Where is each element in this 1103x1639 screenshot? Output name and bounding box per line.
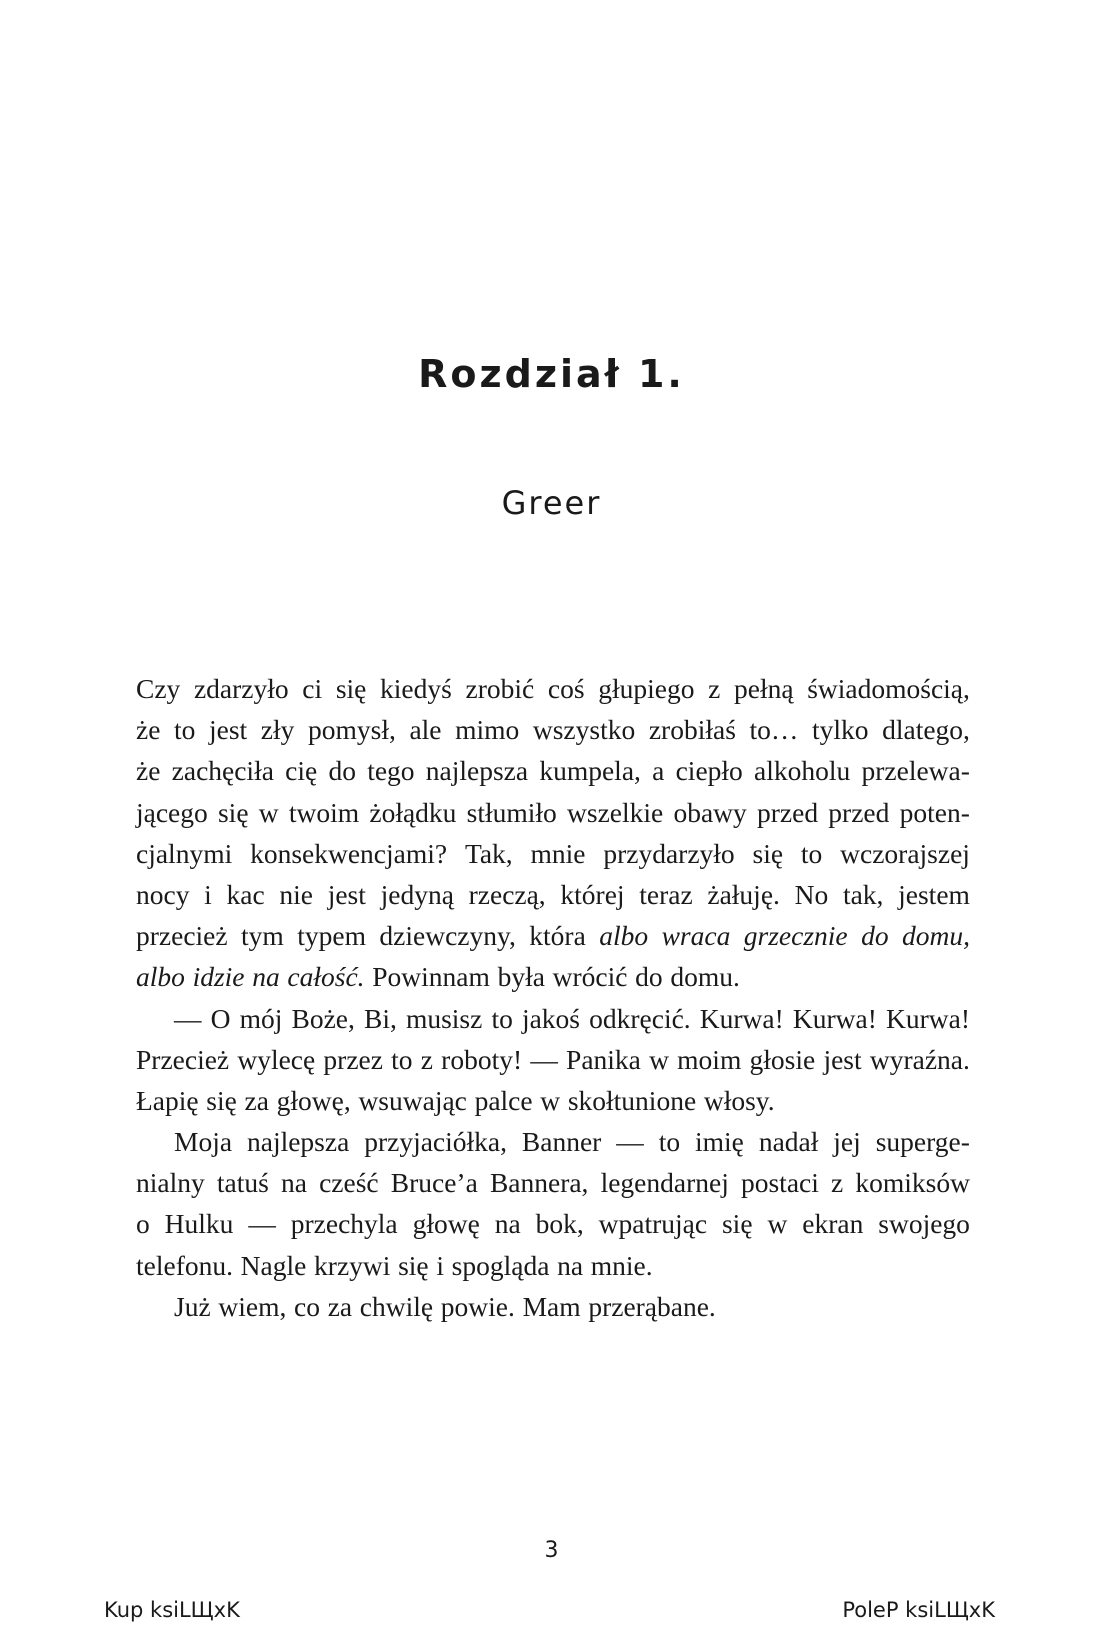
chapter-body-text [136, 668, 970, 1327]
text-line: że zachęciła cię do tego najlepsza kumpela, a ciepło alkoholu przelewa- [136, 755, 970, 787]
text-line: albo idzie na całość. Powinnam była wrócić do domu. [136, 961, 740, 993]
text-line: — O mój Boże, Bi, musisz to jakoś odkręcić. Kurwa! Kurwa! Kurwa! [174, 1002, 970, 1034]
text-line: Już wiem, co za chwilę powie. Mam przerąbane. [174, 1290, 716, 1322]
text-line: nocy i kac nie jest jedyną rzeczą, której teraz żałuję. No tak, jestem [136, 878, 970, 910]
text-line: telefonu. Nagle krzywi się i spogląda na mnie. [136, 1249, 653, 1281]
text-line: cjalnymi konsekwencjami? Tak, mnie przydarzyło się to wczorajszej [136, 837, 970, 869]
text-line: Czy zdarzyło ci się kiedyś zrobić coś głupiego z pełną świadomością, [136, 673, 970, 704]
chapter-title: Rozdział 1. [418, 352, 685, 396]
text-line: nialny tatuś na cześć Bruce’a Bannera, legendarnej postaci z komiksów [136, 1167, 970, 1199]
chapter-subtitle: Greer [501, 484, 602, 522]
text-line: jącego się w twoim żołądku stłumiło wszelkie obawy przed przed poten- [136, 796, 970, 828]
text-line: Moja najlepsza przyjaciółka, Banner — to imię nadał jej supergе- [174, 1126, 970, 1158]
text-line: Przecież wylecę przez to z roboty! — Panika w moim głosie jest wyraźna. [136, 1043, 970, 1075]
text-line: przecież tym typem dziewczyny, która albo wraca grzecznie do domu, [136, 920, 970, 952]
page-number: 3 [544, 1538, 559, 1563]
buy-book-link[interactable]: Kup ksiLЩxK [104, 1598, 240, 1622]
recommend-book-link[interactable]: PoleP ksiLЩxK [842, 1598, 995, 1622]
text-line: że to jest zły pomysł, ale mimo wszystko zrobiłaś to… tylko dlatego, [136, 714, 970, 746]
text-line: o Hulku — przechyla głowę na bok, wpatrując się w ekran swojego [136, 1208, 970, 1240]
text-line: Łapię się za głowę, wsuwając palce w skołtunione włosy. [136, 1084, 775, 1116]
